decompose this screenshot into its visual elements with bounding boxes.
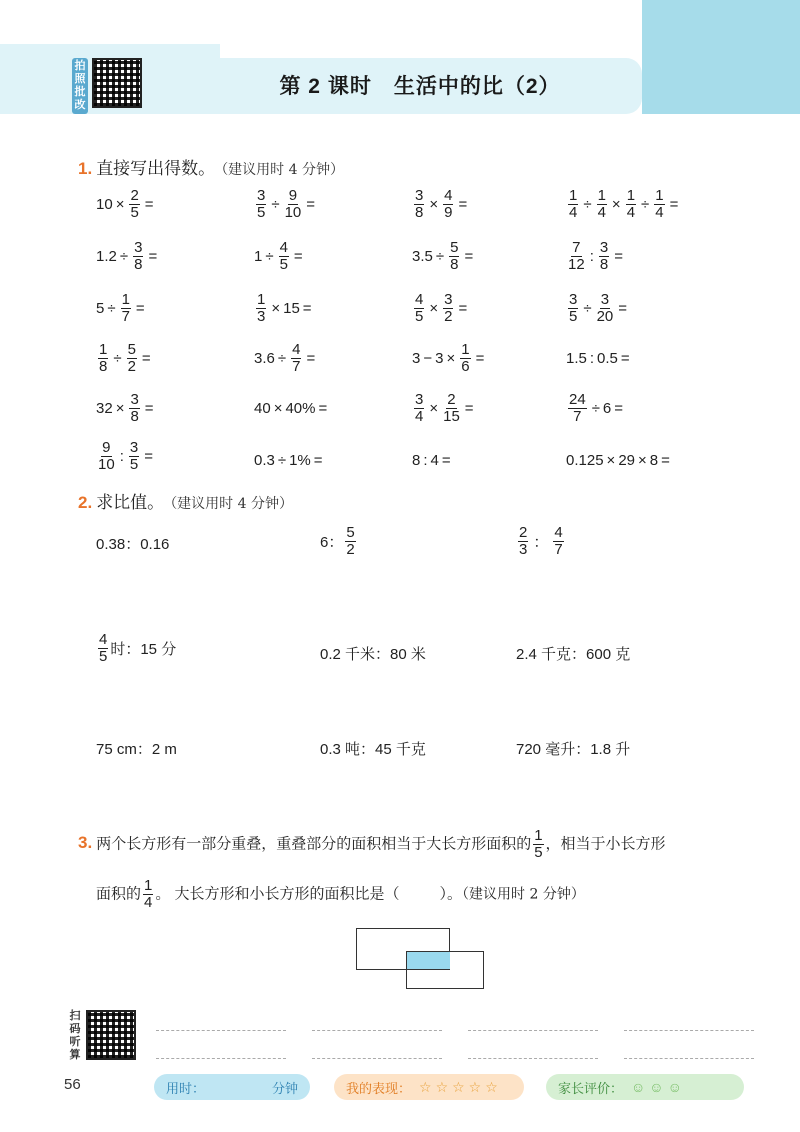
problem: 1 ÷ $\frac{4}{5}$ = [254, 239, 303, 273]
ratio-problem: $\frac{2}{3}$ ： $\frac{4}{7}$ [519, 524, 563, 558]
ratio-problem: 2.4 千克：600 克 [516, 646, 631, 663]
ratio-problem: 0.2 千米：80 米 [320, 646, 426, 663]
self-rating[interactable]: 我的表现： ☆☆☆☆☆ [334, 1074, 524, 1100]
answer-line[interactable] [156, 1058, 286, 1059]
answer-line[interactable] [468, 1030, 598, 1031]
smiley-icon[interactable]: ☺☺☺ [631, 1079, 686, 1095]
section1-title: 直接写出得数。 [96, 159, 216, 178]
problem: $\frac{4}{5}$ × $\frac{3}{2}$ = [415, 291, 468, 325]
page-title [200, 70, 640, 100]
answer-line[interactable] [312, 1030, 442, 1031]
answer-line[interactable] [156, 1030, 286, 1031]
problem: $\frac{1}{4}$ ÷ $\frac{1}{4}$ × $\frac{1}{4}$ ÷ $\frac{1}{4}$ = [569, 187, 679, 221]
section2-heading [78, 488, 293, 513]
section2-hint: （建议用时 4 分钟） [170, 496, 293, 512]
problem: 1.2 ÷ $\frac{3}{8}$ = [96, 239, 158, 273]
problem: 1.5 : 0.5 = [566, 350, 630, 367]
section1-heading [78, 154, 344, 179]
problem: $\frac{1}{3}$ × 15 = [257, 291, 312, 325]
lesson-number: 第 2 课时 [279, 75, 372, 98]
ratio-problem: 75 cm：2 m [96, 741, 177, 758]
problem: 10 × $\frac{2}{5}$ = [96, 187, 154, 221]
problem: $\frac{7}{12}$ : $\frac{3}{8}$ = [568, 239, 623, 273]
answer-line[interactable] [468, 1058, 598, 1059]
ratio-problem: 0.3 吨：45 千克 [320, 741, 426, 758]
section1-hint: （建议用时 4 分钟） [221, 162, 344, 178]
header-decor [642, 0, 800, 114]
problem: $\frac{24}{7}$ ÷ 6 = [569, 391, 624, 425]
ratio-problem: 0.38：0.16 [96, 536, 170, 553]
problem: $\frac{9}{10}$ : $\frac{3}{5}$ = [98, 439, 153, 473]
problem: 5 ÷ $\frac{1}{7}$ = [96, 291, 145, 325]
star-icon[interactable]: ☆☆☆☆☆ [419, 1078, 502, 1095]
problem: $\frac{1}{8}$ ÷ $\frac{5}{2}$ = [99, 341, 151, 375]
problem: 3 − 3 × $\frac{1}{6}$ = [412, 341, 485, 375]
problem: $\frac{3}{8}$ × $\frac{4}{9}$ = [415, 187, 468, 221]
problem: 3.5 ÷ $\frac{5}{8}$ = [412, 239, 474, 273]
problem: 8 : 4 = [412, 452, 451, 469]
answer-line[interactable] [312, 1058, 442, 1059]
overlap-area [407, 952, 450, 969]
section2-title: 求比值。 [96, 493, 165, 512]
ratio-problem: 6： $\frac{5}{2}$ [320, 524, 355, 558]
problem: $\frac{3}{4}$ × $\frac{2}{15}$ = [415, 391, 474, 425]
header-strip [0, 44, 220, 58]
answer-line[interactable] [624, 1030, 754, 1031]
ratio-problem: 720 毫升：1.8 升 [516, 741, 631, 758]
answer-line[interactable] [624, 1058, 754, 1059]
problem: $\frac{3}{5}$ ÷ $\frac{9}{10}$ = [257, 187, 316, 221]
problem: 32 × $\frac{3}{8}$ = [96, 391, 154, 425]
qr-code-icon[interactable] [86, 1010, 136, 1060]
photo-grade-label: 拍照批改 [72, 58, 88, 114]
ratio-problem: $\frac{4}{5}$ 时：15 分 [99, 631, 177, 665]
parent-rating[interactable]: 家长评价： ☺☺☺ [546, 1074, 744, 1100]
section3-number: 3. [78, 833, 93, 853]
qr-code-icon[interactable] [92, 58, 142, 108]
problem: 3.6 ÷ $\frac{4}{7}$ = [254, 341, 316, 375]
lesson-title: 生活中的比（2） [393, 75, 561, 98]
section2-number: 2. [78, 493, 93, 512]
section3-line1: 3. 两个长方形有一部分重叠，重叠部分的面积相当于大长方形面积的 $\frac{1}{5}$ ，相当于小长方形 [78, 827, 666, 861]
section3-line2: 面积的 $\frac{1}{4}$ 。 大长方形和小长方形的面积比是（ ）。（建议用时 2 分钟） [96, 877, 585, 911]
listen-calc-label: 扫码听算 [69, 1010, 81, 1061]
time-used-field[interactable]: 用时： 分钟 [154, 1074, 310, 1100]
problem: 0.125 × 29 × 8 = [566, 452, 670, 469]
problem: $\frac{3}{5}$ ÷ $\frac{3}{20}$ = [569, 291, 628, 325]
problem: 40 × 40% = [254, 400, 328, 417]
problem: 0.3 ÷ 1% = [254, 452, 323, 469]
section1-number: 1. [78, 159, 93, 178]
page-number: 56 [64, 1076, 81, 1093]
